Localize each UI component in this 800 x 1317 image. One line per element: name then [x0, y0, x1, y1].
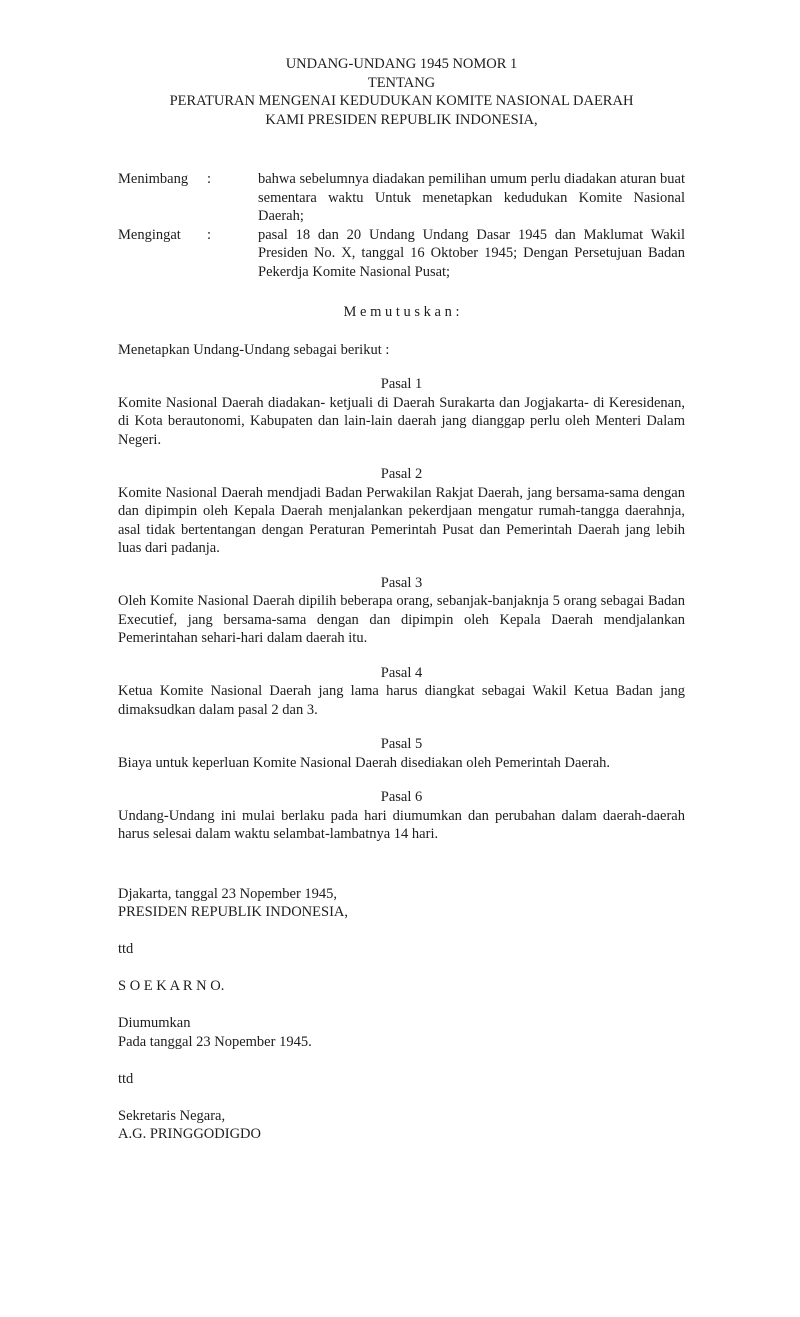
preamble-row-menimbang: [118, 170, 685, 226]
article-heading: Pasal 5: [380, 736, 423, 752]
preamble-text: pasal 18 dan 20 Undang Undang Dasar 1945 dan Maklumat Wakil Presiden No. X, tanggal 16 Oktober 1945; Dengan Persetujuan Badan Pekerdja Komite Nasional Pusat;: [258, 226, 685, 280]
promulgation-office: Sekretaris Negara,: [118, 1107, 226, 1124]
article-body: Oleh Komite Nasional Daerah dipilih beberapa orang, sebanjak-banjaknja 5 orang sebagai Badan Executief, jang bersama-sama dengan dan dipimpin oleh Kepala Daerah mendjalankan Pemerintahan sehari-hari dalam daerah itu.: [118, 593, 685, 646]
preamble-colon: :: [207, 171, 212, 187]
article-pasal-4: [118, 664, 685, 720]
article-body: Komite Nasional Daerah mendjadi Badan Perwakilan Rakjat Daerah, jang bersama-sama dengan dan dipimpin oleh Kepala Daerah menjalankan pekerdjaan mengatur rumah-tangga daerahnja, asal tidak bertentangan dengan Peraturan Pemerintah Pusat dan Pemerintah Daerah jang lebih luas dari padanja.: [118, 484, 685, 556]
title-line-tentang: TENTANG: [367, 74, 436, 91]
title-line-subject: PERATURAN MENGENAI KEDUDUKAN KOMITE NASIONAL DAERAH: [169, 93, 634, 109]
preamble-text: bahwa sebelumnya diadakan pemilihan umum perlu diadakan aturan buat sementara waktu Untuk menetapkan kedudukan Komite Nasional Daerah;: [258, 171, 685, 224]
article-body: Undang-Undang ini mulai berlaku pada hari diumumkan dan perubahan dalam daerah-daerah harus selesai dalam waktu selambat-lambatnya 14 hari.: [118, 807, 685, 842]
preamble-label: Menimbang: [118, 171, 189, 187]
article-pasal-3: [118, 574, 685, 648]
article-pasal-1: [118, 375, 685, 449]
article-pasal-2: [118, 465, 685, 558]
preamble-label: Mengingat: [118, 226, 181, 243]
enactment-line: Menetapkan Undang-Undang sebagai berikut :: [118, 341, 390, 358]
article-heading: Pasal 6: [380, 789, 423, 805]
article-pasal-5: [118, 735, 685, 772]
preamble-colon: :: [207, 226, 212, 243]
article-heading: Pasal 2: [380, 466, 423, 482]
signature-ttd: ttd: [118, 941, 134, 957]
article-body: Biaya untuk keperluan Komite Nasional Daerah disediakan oleh Pemerintah Daerah.: [118, 754, 611, 771]
promulgation-name: A.G. PRINGGODIGDO: [118, 1126, 261, 1142]
article-body: Komite Nasional Daerah diadakan- ketjuali di Daerah Surakarta dan Jogjakarta- di Keresidenan, di Kota berautonomi, Kabupaten dan lain-lain daerah jang dianggap perlu oleh Menteri Dalam Negeri.: [118, 394, 685, 448]
signature-block: [118, 885, 685, 996]
decision-heading: M e m u t u s k a n :: [343, 304, 460, 320]
preamble-row-mengingat: [118, 226, 685, 282]
signature-office: PRESIDEN REPUBLIK INDONESIA,: [118, 904, 348, 920]
promulgation-line1: Diumumkan: [118, 1015, 191, 1031]
article-heading: Pasal 3: [380, 574, 423, 591]
title-line-issuer: KAMI PRESIDEN REPUBLIK INDONESIA,: [265, 111, 538, 128]
article-pasal-6: [118, 788, 685, 844]
preamble-section: [118, 170, 685, 281]
signature-name: S O E K A R N O.: [118, 978, 225, 994]
promulgation-ttd: ttd: [118, 1070, 134, 1087]
document-title-block: [118, 55, 685, 129]
promulgation-block: [118, 1014, 685, 1144]
article-heading: Pasal 1: [380, 376, 423, 392]
promulgation-line2: Pada tanggal 23 Nopember 1945.: [118, 1033, 312, 1050]
signature-place-date: Djakarta, tanggal 23 Nopember 1945,: [118, 885, 338, 902]
title-line-number: UNDANG-UNDANG 1945 NOMOR 1: [285, 56, 518, 72]
article-heading: Pasal 4: [380, 664, 423, 681]
article-body: Ketua Komite Nasional Daerah jang lama harus diangkat sebagai Wakil Ketua Badan jang dimaksudkan dalam pasal 2 dan 3.: [118, 683, 685, 718]
